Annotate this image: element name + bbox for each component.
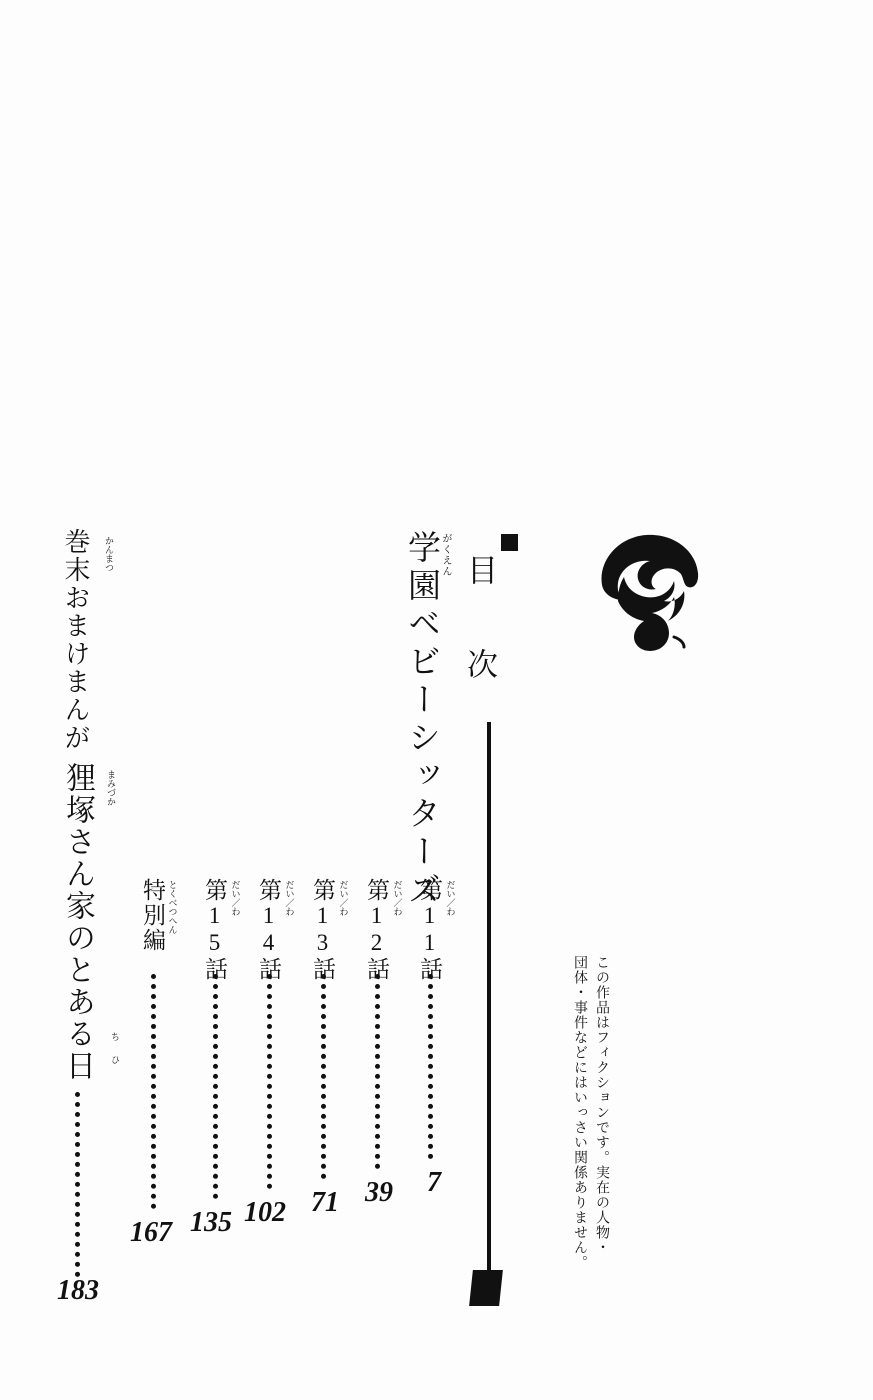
toc-entry-label: 特別編: [140, 878, 165, 953]
toc-entry-label: 第11話: [417, 878, 442, 982]
vertical-rule: [487, 722, 491, 1282]
toc-entry-page: 7: [427, 1167, 441, 1198]
toc-entry-page: 39: [365, 1177, 393, 1208]
toc-entry[interactable]: [417, 878, 456, 1198]
omake-line2-ruby-1: まみづか: [106, 770, 116, 806]
leader-dots: [321, 974, 331, 1179]
toc-entry-ruby: だい／わ: [392, 880, 403, 916]
vertical-rule-blob: [469, 1270, 503, 1306]
toc-entry-ruby: だい／わ: [230, 880, 241, 916]
toc-entry[interactable]: [364, 878, 403, 1208]
toc-entry-page: 167: [130, 1217, 172, 1248]
toc-heading-label: 目 次: [462, 554, 497, 693]
toc-entry[interactable]: [244, 878, 295, 1228]
leader-dots: [75, 1092, 85, 1277]
toc-entry-ruby: だい／わ: [284, 880, 295, 916]
disclaimer-line-1: この作品はフィクションです。実在の人物・: [594, 955, 609, 1255]
omake-line2-ruby-3: ひ: [110, 1055, 120, 1064]
toc-entry-ruby: とくべつへん: [167, 880, 178, 934]
leader-dots: [375, 974, 385, 1169]
toc-entry[interactable]: [190, 878, 241, 1238]
toc-entry-page: 102: [244, 1197, 286, 1228]
toc-entry-label: 第14話: [256, 878, 281, 982]
toc-entry-page: 135: [190, 1207, 232, 1238]
toc-heading: [462, 528, 518, 693]
toc-entry-label: 第13話: [310, 878, 335, 982]
toc-entry[interactable]: [130, 878, 178, 1248]
toc-entry-label: 第15話: [202, 878, 227, 982]
leader-dots: [151, 974, 161, 1209]
omake-line1: 巻末おまけまんが: [61, 528, 90, 752]
series-title-ruby: がくえん: [440, 533, 451, 577]
omake-line2-ruby-2: ち: [110, 1032, 120, 1041]
omake-page: 183: [57, 1275, 99, 1306]
toc-entry-page: 71: [311, 1187, 339, 1218]
omake-line2: 狸塚さん家のとある日: [61, 762, 94, 1082]
square-bullet-icon: [501, 534, 518, 551]
leader-dots: [428, 974, 438, 1159]
series-title: 学園ベビーシッターズ: [403, 530, 439, 910]
toc-entry-ruby: だい／わ: [445, 880, 456, 916]
toc-entry[interactable]: [310, 878, 349, 1218]
toc-entry-ruby: だい／わ: [338, 880, 349, 916]
hair-logo-icon: [588, 527, 708, 652]
toc-entry-label: 第12話: [364, 878, 389, 982]
leader-dots: [213, 974, 223, 1199]
omake-line1-ruby: かんまつ: [104, 536, 114, 572]
leader-dots: [267, 974, 277, 1189]
disclaimer-line-2: 団体・事件などにはいっさい関係ありません。: [572, 955, 587, 1270]
